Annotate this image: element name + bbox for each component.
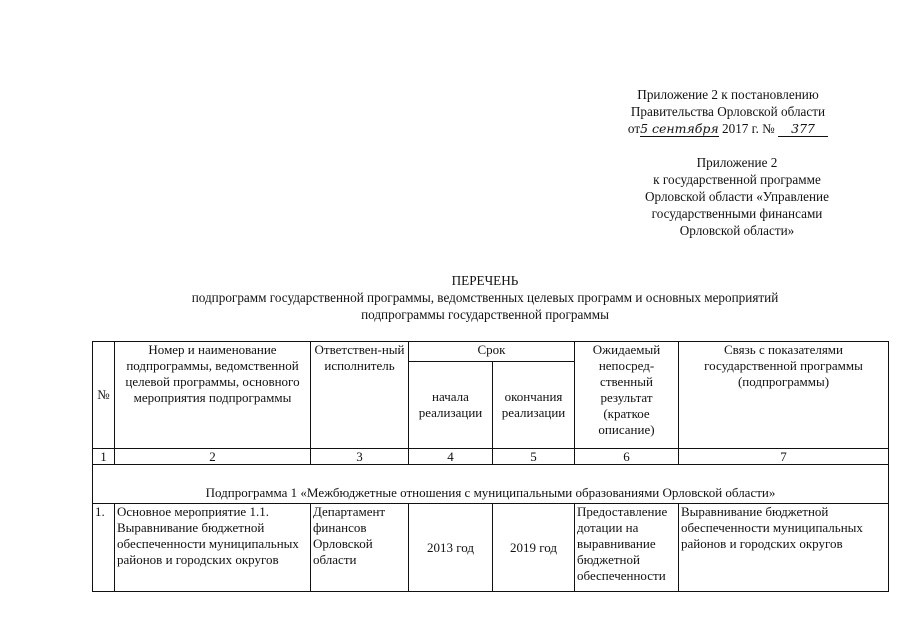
- row-result: Предоставление дотации на выравнивание бюджетной обеспеченности: [575, 504, 679, 592]
- program-appendix-block: [622, 154, 852, 239]
- row-end: 2019 год: [493, 504, 575, 592]
- program-appendix-line1: Приложение 2: [696, 155, 778, 170]
- column-number-row: [93, 449, 889, 465]
- decree-appendix-line1: Приложение 2 к постановлению: [637, 87, 819, 102]
- header-link: Связь с показателями государственной программы (подпрограммы): [679, 342, 889, 449]
- header-num: №: [93, 342, 115, 449]
- program-appendix-line3: Орловской области «Управление: [645, 189, 829, 204]
- title-heading: ПЕРЕЧЕНЬ: [451, 273, 519, 288]
- header-result: Ожидаемый непосред-ственный результат (краткое описание): [575, 342, 679, 449]
- handwritten-number: 377: [778, 122, 828, 137]
- header-row-1: [93, 342, 889, 362]
- row-responsible: Департамент финансов Орловской области: [311, 504, 409, 592]
- header-end: окончания реализации: [493, 362, 575, 449]
- decree-appendix-block: [612, 86, 844, 137]
- decree-appendix-line2: Правительства Орловской области: [630, 104, 826, 119]
- program-appendix-line5: Орловской области»: [679, 223, 795, 238]
- row-num: 1.: [93, 504, 115, 592]
- handwritten-date: 5 сентября: [640, 121, 719, 136]
- program-appendix-line4: государственными финансами: [651, 206, 823, 221]
- subprograms-table: [92, 341, 889, 592]
- header-term: Срок: [409, 342, 575, 362]
- decree-date-line: [612, 120, 844, 137]
- row-start: 2013 год: [409, 504, 493, 592]
- header-name: Номер и наименование подпрограммы, ведомственной целевой программы, основного мероприятия подпрограммы: [115, 342, 311, 449]
- date-prefix: от: [627, 121, 641, 136]
- title-line1: подпрограмм государственной программы, ведомственных целевых программ и основных мероприятий: [191, 290, 779, 305]
- year-and-number-label: 2017 г. №: [722, 121, 775, 136]
- row-name: Основное мероприятие 1.1. Выравнивание бюджетной обеспеченности муниципальных районов и городских округов: [115, 504, 311, 592]
- program-appendix-line2: к государственной программе: [653, 172, 821, 187]
- column-number: 7: [679, 449, 889, 465]
- column-number: 1: [93, 449, 115, 465]
- document-title: [90, 272, 880, 323]
- title-line2: подпрограммы государственной программы: [361, 307, 609, 322]
- table-row: [93, 504, 889, 592]
- subprogram-row: [93, 465, 889, 504]
- header-responsible: Ответствен-ный исполнитель: [311, 342, 409, 449]
- column-number: 2: [115, 449, 311, 465]
- column-number: 4: [409, 449, 493, 465]
- header-start: начала реализации: [409, 362, 493, 449]
- row-link: Выравнивание бюджетной обеспеченности муниципальных районов и городских округов: [679, 504, 889, 592]
- column-number: 3: [311, 449, 409, 465]
- column-number: 5: [493, 449, 575, 465]
- subprogram-title: Подпрограмма 1 «Межбюджетные отношения с муниципальными образованиями Орловской области»: [93, 465, 889, 504]
- column-number: 6: [575, 449, 679, 465]
